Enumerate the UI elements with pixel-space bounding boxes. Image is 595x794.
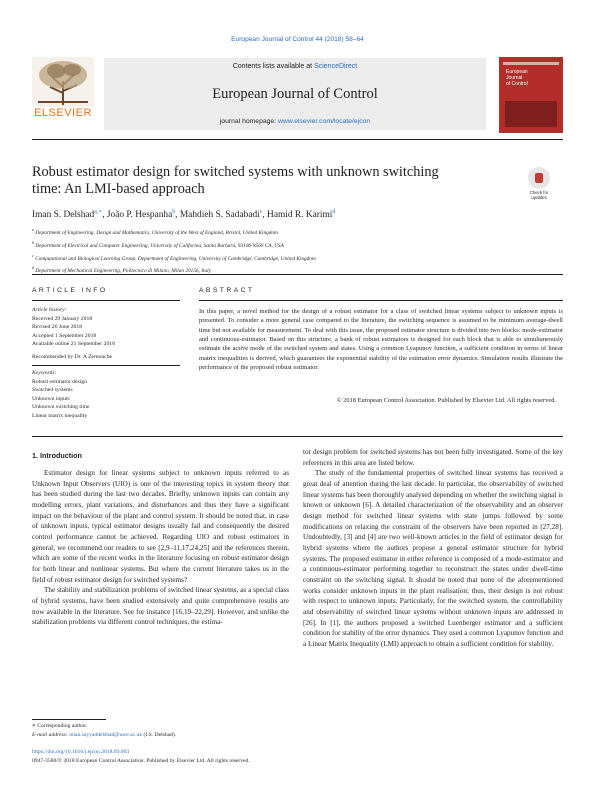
history-item: Revised 26 June 2018 [32,324,83,330]
journal-reference[interactable]: European Journal of Control 44 (2018) 58–64 [231,36,364,43]
elsevier-tree-icon [32,57,94,107]
journal-homepage-link[interactable]: www.elsevier.com/locate/ejcon [278,118,371,125]
affiliation-item: $^a$ Department of Engineering, Design and Mathematics, University of the West of England, Bristol, United Kingdom [32,227,278,236]
author-affiliation-link[interactable]: b [172,209,176,215]
author-affiliation-link[interactable]: a,∗ [94,209,103,215]
paper-title: Robust estimator design for switched systems with unknown switching time: An LMI-based approach [32,164,439,197]
issn-copyright: 0947-3580/© 2018 European Control Association. Published by Elsevier Ltd. All rights reserved. [32,758,250,764]
abstract-rule [199,300,563,301]
journal-homepage-line: journal homepage: www.elsevier.com/locate/ejcon [219,118,371,125]
keyword-item: Robust estimator design [32,378,87,385]
keyword-item: Unknown switching time [32,404,90,410]
history-item: Received 29 January 2018 [32,315,93,322]
introduction-heading: 1. Introduction [32,451,82,460]
history-item: Available online 21 September 2018 [32,341,115,347]
body-paragraph: The study of the fundamental properties of switched linear systems has received a great deal of attention during the last decade. In particular, the observability of switched linear systems has been thoroughly analysed depending on whether the switching signal is known or unknown [6]. A detailed characterization of the observability and an observer design method for switched linear systems with state jumps followed by some modifications on relaxing the constraint of the observers have been reported in [27,28]. Undoubtedly, [3] and [4] are two well-known articles in the field of estimator design for hybrid systems where the authors propose a general estimator structure for hybrid systems. The proposed estimator in either reference is composed of a mode-estimator and a continuous-estimator performing together to reconstruct the states under dwell-time constraint on the switching signal. It should be noted that none of the aforementioned works consider unknown inputs in the plant realisation; thus, their design is not robust with respect to unknown inputs. Particularly, for the switched system, the controllability and observability of switched linear systems without unknown inputs are addressed in [26]. In [1], the authors proposed a switched Luenberger estimator and a sufficient condition for stability of the error dynamics. They used a common Lyapunov function and a Linear Matrix Inequality (LMI) approach to obtain a sufficient condition for stability. [303,469,563,648]
article-history: Article history: Received 29 January 2018 Revised 26 June 2018 Accepted 1 September 2018 Available online 21 September 2018 [32,306,180,349]
body-paragraph: tor design problem for switched systems has not been fully investigated. Some of the key references in this area are listed below. [303,448,563,467]
affiliation-item: $^c$ Computational and Biological Learning Group, Department of Engineering, University of Cambridge, Cambridge, United Kingdom [32,252,316,262]
author-name: João P. Hespanha [106,210,173,221]
elsevier-wordmark: ELSEVIER [34,107,92,119]
author-name: Mahdieh S. Sadabadi [179,210,260,221]
affiliations [32,225,552,276]
article-info-rule [32,300,180,301]
affiliation-rule [32,274,563,275]
abstract-text: In this paper, a novel method for the design of a robust estimator for a class of switched linear systems subject to unknown inputs is presented. To consider a more general case compared to the literature, the switching sequence is assumed to be minimum average-dwell time but not available for measurement. To deal with this issue, the proposed estimator structure is divided into two blocks: mode-estimator and continuous-estimator. Based on this structure, a bank of robust estimators is designed for each block that is able to simultaneously estimate the active mode of the switched system and states. Using a common Lyapunov function, a sufficient condition in terms of linear matrix inequalities is derived, which guarantees the exponential stability of the estimation error dynamics. Simulation results illustrate the performance of the proposed robust estimator. [199,308,563,372]
journal-title: European Journal of Control [212,86,378,102]
keywords: Keywords: Robust estimator design Switched systems Unknown inputs Unknown switching time Linear matrix inequality [32,369,180,420]
recommended-by: Recommended by Dr. A Zemouche [32,354,113,360]
abstract-copyright: © 2018 European Control Association. Published by Elsevier Ltd. All rights reserved. [336,397,556,404]
corresponding-author-footnote: ∗ Corresponding author. E-mail address: iman.sayyaddelshad@uwe.ac.uk (I.S. Delshad). [32,723,177,738]
body-column-left [32,468,289,628]
header-rule [32,139,563,140]
cover-title: European Journal of Control [506,69,528,87]
journal-cover-thumbnail [499,57,563,133]
affiliation-item: $^d$ Department of Mechanical Engineering, Politecnico di Milano, Milan 20156, Italy [32,265,211,275]
contents-line: Contents lists available at ScienceDirect [232,63,358,70]
keyword-item: Switched systems [32,387,73,393]
keywords-rule [32,365,180,366]
keyword-item: Unknown inputs [32,395,70,402]
author-affiliation-link[interactable]: d [332,209,336,215]
body-column-right [303,447,563,649]
article-info-heading: ARTICLE INFO [32,287,108,294]
author-name: Iman S. Delshad [32,210,95,221]
abstract-heading: ABSTRACT [199,287,255,294]
elsevier-logo [32,57,94,121]
cover-image [505,101,557,127]
author-list: Iman S. Delshad$^{a,∗}$, João P. Hespanha$^b$, Mahdieh S. Sadabadi$^c$, Hamid R. Karimi$^d$ [32,209,336,221]
doi-link[interactable]: https://doi.org/10.1016/j.ejcon.2018.09.003 [32,749,130,755]
body-paragraph: Estimator design for linear systems subject to unknown inputs referred to as Unknown Input Observers (UIO) is one of the interesting topics in system theory that has been studied during the last two decades. Briefly, unknown inputs can contain any modelling errors, plant variations, and disturbances and thus they have a significant impact on the behaviour of the plant and control system. It should be noted that, in case of unknown inputs, typical estimator designs usually fail and consequently the desired control performance cannot be achieved. Regarding UIO and robust estimators in general, we recommend our readers to see [2,9–11,17,24,25] and the references therein, which are some of the recent works in the literature focusing on robust estimator design for both linear and nonlinear systems. But where the current literature takes us in the field of robust estimator design for switched systems? [32,469,289,584]
author-email-link[interactable]: iman.sayyaddelshad@uwe.ac.uk [69,732,143,738]
author-affiliation-link[interactable]: c [259,209,263,215]
abstract-bottom-rule [32,436,563,437]
check-updates-icon [528,167,550,189]
sciencedirect-link[interactable]: ScienceDirect [314,63,358,70]
footnote-rule [32,719,106,720]
affiliation-item: $^b$ Department of Electrical and Computer Engineering, University of California, Santa Barbara, 93106-9560 CA, USA [32,239,284,249]
author-name: Hamid R. Karimi [267,210,333,221]
body-paragraph: The stability and stabilization problems of switched linear systems, as a special class of hybrid systems, have been studied extensively and quite comprehensive results are now available in the literature. See for instance [16,19–22,29]. However, and unlike the stabilization problems via different control techniques, the estima- [32,586,289,627]
check-for-updates-button[interactable]: Check for updates [525,167,553,201]
keyword-item: Linear matrix inequality [32,412,88,419]
history-item: Accepted 1 September 2018 [32,332,97,339]
journal-masthead [104,58,486,130]
